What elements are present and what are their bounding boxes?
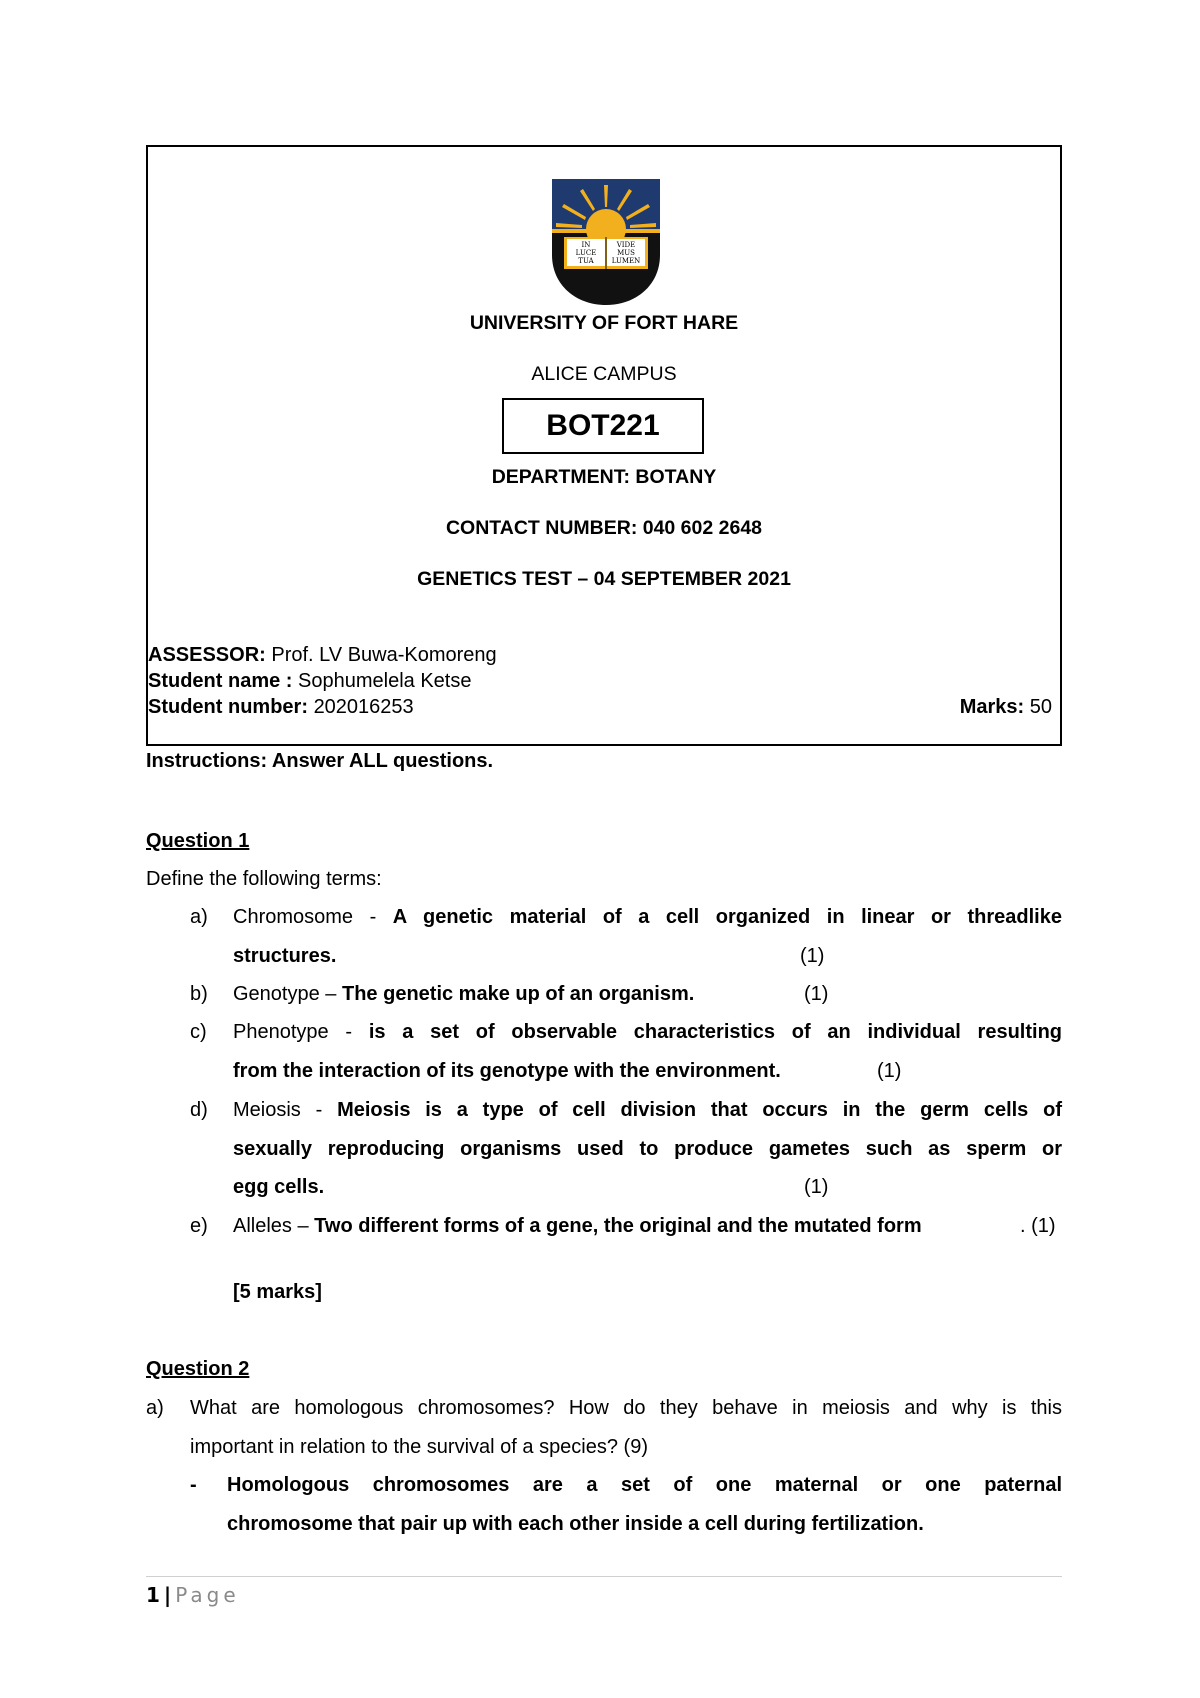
item-e-term: Alleles – (233, 1215, 309, 1237)
question-2a-line-2: important in relation to the survival of a species? (9) (190, 1436, 648, 1458)
student-name-label: Student name : (148, 670, 293, 692)
assessor-name: Prof. LV Buwa-Komoreng (271, 644, 497, 666)
item-d-line-2: sexually reproducing organisms used to produce gametes such as sperm or (233, 1138, 1062, 1160)
footer-rule (146, 1576, 1062, 1577)
item-c-line-2: from the interaction of its genotype with the environment. (233, 1060, 781, 1082)
question-1-title: Question 1 (146, 830, 250, 852)
item-a-definition: A genetic material of a cell organized in linear or threadlike (392, 906, 1062, 928)
answer-line-2: chromosome that pair up with each other inside a cell during fertilization. (227, 1513, 924, 1535)
course-code: BOT221 (502, 398, 704, 454)
item-letter: d) (190, 1099, 208, 1121)
page-number: 1 (146, 1583, 160, 1607)
item-b-mark: (1) (804, 983, 829, 1005)
contact-number: CONTACT NUMBER: 040 602 2648 (445, 517, 763, 539)
item-d-term: Meiosis - (233, 1099, 323, 1121)
question-1-total: [5 marks] (233, 1281, 322, 1303)
motto-word: VIDE (616, 241, 636, 249)
university-name: UNIVERSITY OF FORT HARE (469, 312, 739, 334)
item-a-term: Chromosome - (233, 906, 377, 928)
motto-word: TUA (578, 257, 594, 265)
item-b-term: Genotype – (233, 983, 337, 1005)
item-c-line-1 (233, 1021, 1062, 1044)
item-c-definition: is a set of observable characteristics of an individual resulting (368, 1021, 1063, 1043)
motto-word: IN (581, 241, 591, 249)
question-2a-line-1: What are homologous chromosomes? How do they behave in meiosis and why is this (190, 1397, 1062, 1419)
motto-word: MUS (617, 249, 635, 257)
assessor-line (148, 644, 497, 667)
instructions: Instructions: Answer ALL questions. (146, 750, 494, 772)
item-letter: e) (190, 1215, 208, 1237)
item-letter: c) (190, 1021, 207, 1043)
question-2a-letter: a) (146, 1397, 164, 1419)
student-name: Sophumelela Ketse (298, 670, 472, 692)
item-d-line-1 (233, 1099, 1062, 1122)
item-letter: b) (190, 983, 208, 1005)
item-d-definition: Meiosis is a type of cell division that occurs in the germ cells of (337, 1099, 1062, 1121)
marks-label: Marks: (959, 696, 1025, 718)
student-number-label: Student number: (148, 696, 308, 718)
item-e-line-1 (233, 1215, 922, 1238)
student-name-line (148, 670, 471, 693)
assessor-label: ASSESSOR: (148, 644, 266, 666)
answer-line-1: Homologous chromosomes are a set of one maternal or one paternal (227, 1474, 1062, 1496)
department: DEPARTMENT: BOTANY (491, 466, 717, 488)
question-1-prompt: Define the following terms: (146, 868, 382, 890)
campus-name: ALICE CAMPUS (531, 363, 677, 385)
page-footer (146, 1583, 240, 1607)
item-d-line-3: egg cells. (233, 1176, 325, 1198)
motto-word: LUCE (575, 249, 597, 257)
test-title: GENETICS TEST – 04 SEPTEMBER 2021 (417, 568, 791, 590)
item-c-mark: (1) (877, 1060, 902, 1082)
page-word: Page (175, 1583, 240, 1607)
item-letter: a) (190, 906, 208, 928)
answer-bullet: - (190, 1474, 197, 1496)
item-e-definition: Two different forms of a gene, the original and the mutated form (314, 1215, 922, 1237)
question-2-title: Question 2 (146, 1358, 250, 1380)
item-a-mark: (1) (800, 945, 825, 967)
item-d-mark: (1) (804, 1176, 829, 1198)
marks-line (960, 696, 1052, 719)
item-b-line-1 (233, 983, 694, 1006)
marks-value: 50 (1029, 696, 1052, 718)
header-box (146, 145, 1062, 746)
item-a-line-2: structures. (233, 945, 337, 967)
item-e-mark: . (1) (1020, 1215, 1056, 1237)
student-number-line (148, 696, 414, 719)
motto-word: LUMEN (611, 257, 641, 265)
university-crest-logo (550, 177, 662, 307)
student-number: 202016253 (313, 696, 414, 718)
item-a-line-1 (233, 906, 1062, 929)
footer-separator: | (163, 1583, 172, 1607)
item-b-definition: The genetic make up of an organism. (341, 983, 695, 1005)
item-c-term: Phenotype - (233, 1021, 353, 1043)
